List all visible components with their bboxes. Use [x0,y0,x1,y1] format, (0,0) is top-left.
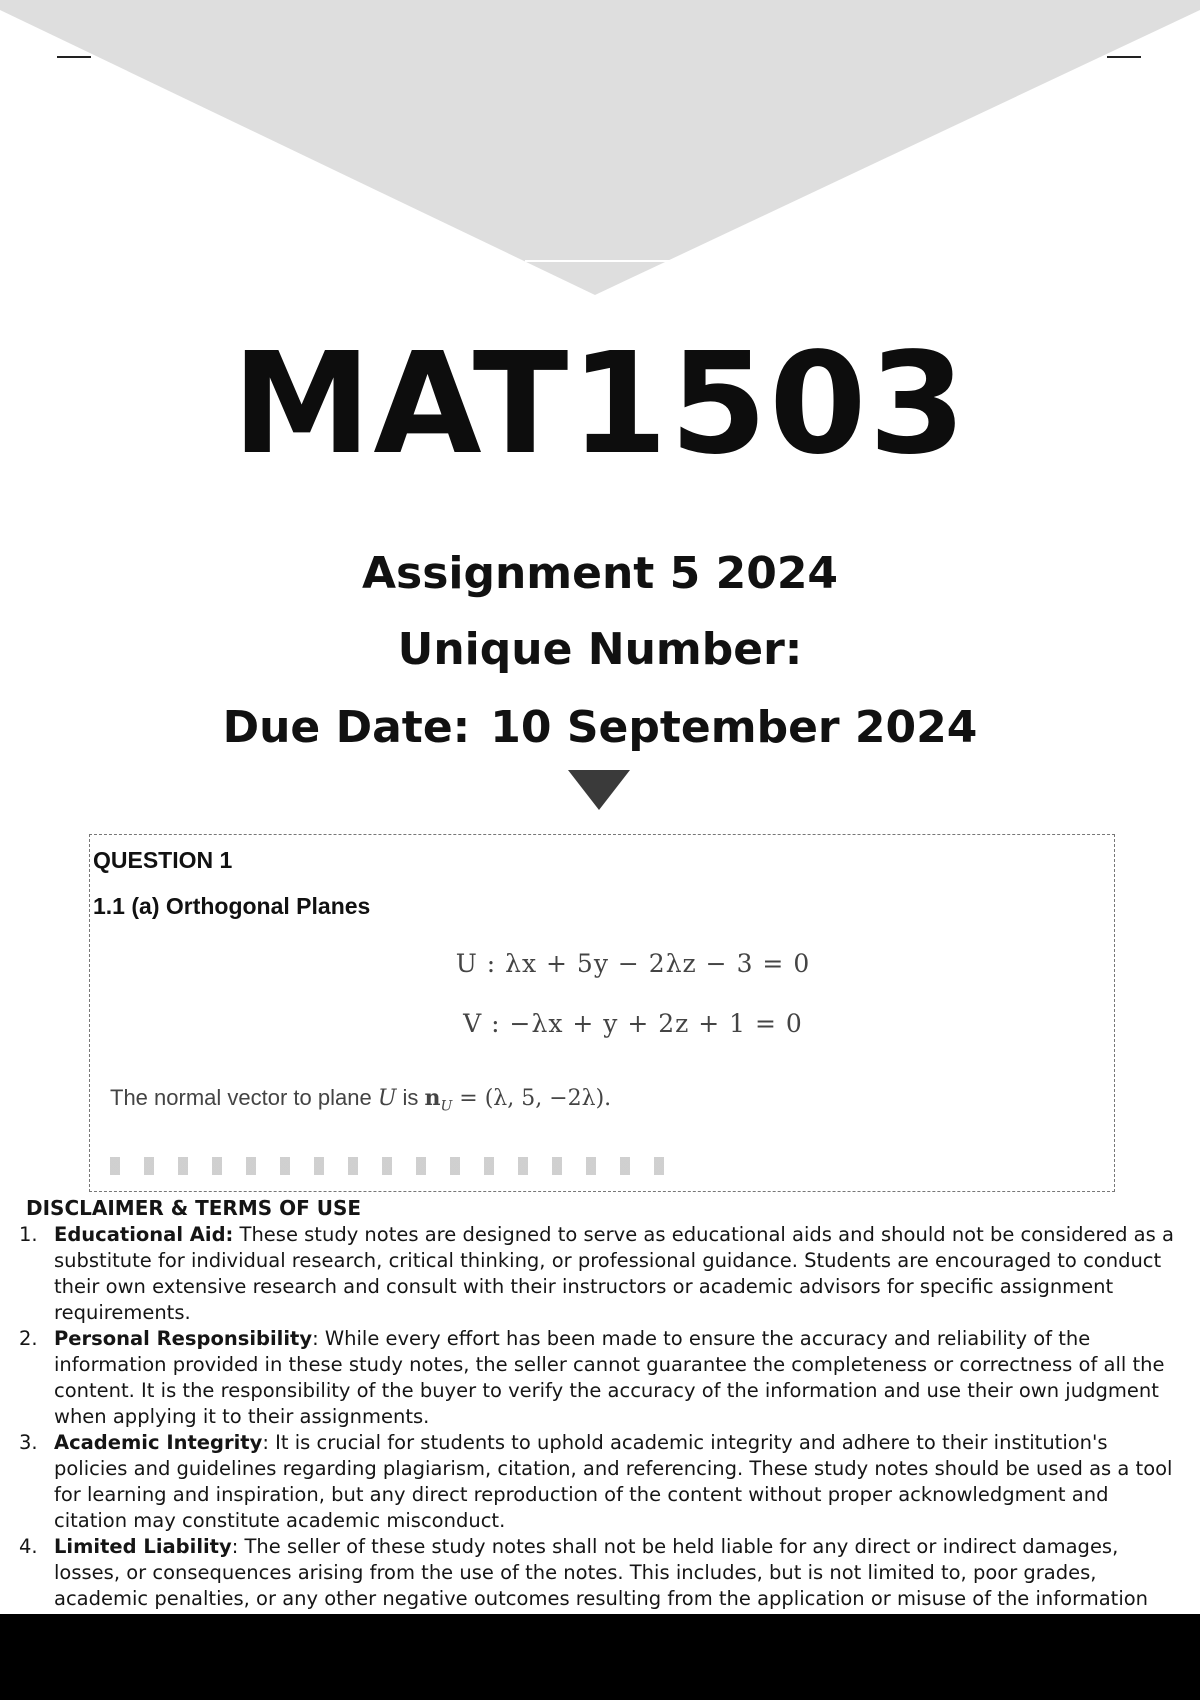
disclaimer-item-text: : While every effort has been made to ensure the accuracy and reliability of the information provided in these study notes, the seller cannot guarantee the completeness or correctness of all the content. It is the responsibility of the buyer to verify the accuracy of the information and use their own judgment when applying it to their assignments. [54,1327,1165,1428]
header-banner [0,0,1200,300]
disclaimer-title: DISCLAIMER & TERMS OF USE [26,1196,362,1220]
bottom-black-bar [0,1614,1200,1700]
disclaimer-section [17,1196,1187,1612]
disclaimer-item [17,1222,1187,1326]
unique-number-label: Unique Number: [397,624,803,675]
normal-vector-statement [110,1085,611,1114]
assignment-title: Assignment 5 2024 [361,548,839,599]
disclaimer-item-heading: Educational Aid: [54,1223,234,1246]
equation-plane-u: U : λx + 5y − 2λz − 3 = 0 [455,949,811,978]
normal-prefix: The normal vector to plane [110,1085,378,1110]
disclaimer-item-text: : It is crucial for students to uphold academic integrity and adhere to their institution's policies and guidelines regarding plagiarism, citation, and referencing. These study notes should be used as a tool for learning and inspiration, but any direct reproduction of the content without proper acknowledgment and citation may constitute academic misconduct. [54,1431,1173,1532]
disclaimer-item-text: These study notes are designed to serve as educational aids and should not be considered as a substitute for individual research, critical thinking, or professional guidance. Students are encouraged to conduct their own extensive research and consult with their instructors or academic advisors for specific assignment requirements. [54,1223,1174,1324]
disclaimer-item-heading: Academic Integrity [54,1431,263,1454]
disclaimer-item-heading: Limited Liability [54,1535,232,1558]
normal-vector-symbol: n [424,1085,441,1111]
disclaimer-item-number: 3. [19,1431,38,1454]
question-preview-box [89,834,1115,1192]
normal-plane-symbol: U [377,1086,397,1111]
cut-off-text-line [110,1157,670,1175]
normal-vector-subscript: U [440,1098,453,1115]
banner-chevron [0,0,1200,295]
disclaimer-item-text: : The seller of these study notes shall not be held liable for any direct or indirect damages, losses, or consequences arising from the use of the notes. This includes, but is not limited to, poor grades, academic penalties, or any other negative outcomes resulting from the application or misuse of the information [54,1535,1149,1610]
disclaimer-item [17,1326,1187,1430]
question-heading: QUESTION 1 [93,847,233,873]
course-code-title: MAT1503 [232,323,968,486]
corner-mark-left [57,56,91,58]
disclaimer-item-number: 1. [19,1223,38,1246]
disclaimer-item-number: 4. [19,1535,38,1558]
normal-is-text: is [396,1085,425,1110]
due-date-line [0,700,1200,756]
disclaimer-item-heading: Personal Responsibility [54,1327,313,1350]
equation-plane-v: V : −λx + y + 2z + 1 = 0 [463,1009,803,1038]
disclaimer-item-number: 2. [19,1327,38,1350]
due-date-label: Due Date: [222,702,471,753]
normal-vector-value: = (λ, 5, −2λ). [452,1086,612,1111]
question-subheading: 1.1 (a) Orthogonal Planes [93,893,371,919]
disclaimer-item [17,1430,1187,1534]
down-arrow-icon [568,770,630,810]
corner-mark-right [1107,56,1141,58]
disclaimer-item [17,1534,1187,1612]
due-date-value: 10 September 2024 [490,702,978,753]
